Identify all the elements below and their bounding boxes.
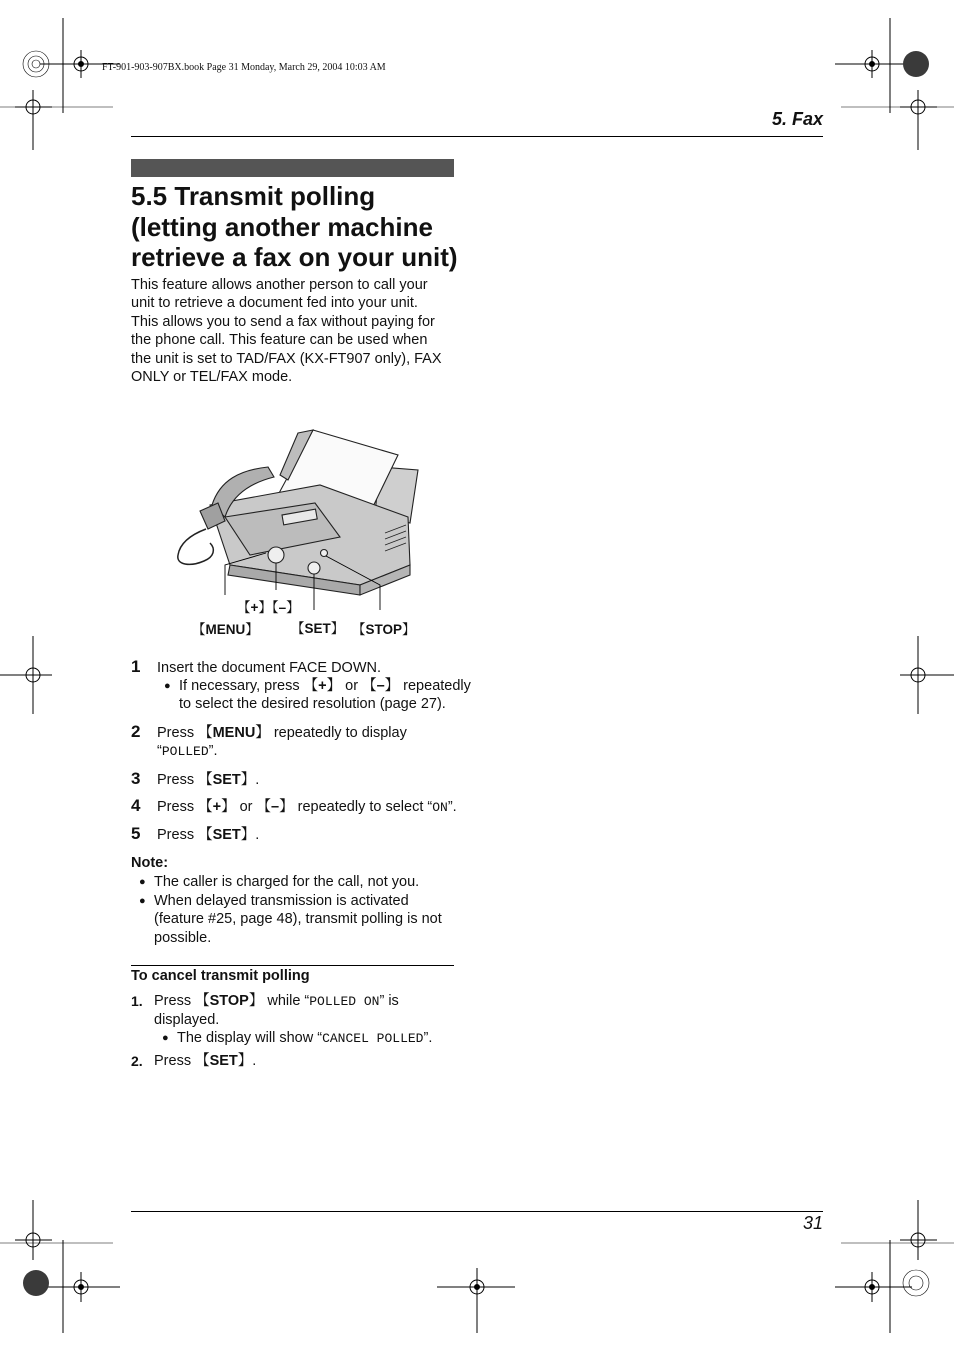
cancel-step-1-bullet: ● The display will show “CANCEL POLLED”. xyxy=(162,1030,433,1046)
fax-machine-illustration xyxy=(170,425,430,610)
bullet-icon: ● xyxy=(139,876,146,888)
cancel-step-1-text: Press 【 STOP 】 while “POLLED ON” is displayed. xyxy=(154,992,399,1030)
cancel-step-1-number: 1. xyxy=(131,993,143,1009)
step-2-text: Press 【 MENU 】 repeatedly to display “POLLED”. xyxy=(157,724,407,762)
footer-rule xyxy=(131,1211,823,1212)
section-title: 5.5 Transmit polling (letting another machine retrieve a fax on your unit) xyxy=(131,181,458,272)
set-key-callout: 【 SET 】 xyxy=(291,617,344,637)
subsection-rule xyxy=(131,965,454,966)
note-item: ● The caller is charged for the call, not you. xyxy=(139,874,420,890)
step-2-number: 2 xyxy=(131,722,141,741)
plus-minus-keys-callout xyxy=(237,596,300,616)
step-3-text: Press 【 SET 】 . xyxy=(157,771,259,789)
step-5-text: Press 【 SET 】 . xyxy=(157,826,259,844)
bullet-icon: ● xyxy=(164,680,171,692)
step-5-number: 5 xyxy=(131,824,141,843)
bullet-icon: ● xyxy=(139,895,146,907)
note-heading: Note: xyxy=(131,855,169,871)
bullet-icon: ● xyxy=(162,1032,169,1044)
step-1-number: 1 xyxy=(131,657,141,676)
step-4-number: 4 xyxy=(131,796,141,815)
intro-paragraph: This feature allows another person to call your unit to retrieve a document fed into your unit. This allows you to send a fax without paying for the phone call. This feature can be used when the unit is set to TAD/FAX (KX-FT907 only), FAX ONLY or TEL/FAX mode. xyxy=(131,277,442,386)
book-slugline: FT-901-903-907BX.book Page 31 Monday, March 29, 2004 10:03 AM xyxy=(102,62,386,73)
step-4-text: Press 【 + 】 or 【 – 】 repeatedly to select “ON”. xyxy=(157,798,457,817)
cancel-step-2-number: 2. xyxy=(131,1053,143,1069)
step-3-number: 3 xyxy=(131,769,141,788)
running-header-section: 5. Fax xyxy=(771,109,823,129)
lcd-display-text: POLLED ON xyxy=(309,994,380,1009)
note-item: ● When delayed transmission is activated (feature #25, page 48), transmit polling is not possible. xyxy=(139,893,442,946)
plus-key-label: 【 + 】 xyxy=(237,600,272,615)
cancel-heading: To cancel transmit polling xyxy=(131,968,310,984)
lcd-display-text: CANCEL POLLED xyxy=(322,1031,424,1046)
section-title-bar xyxy=(131,159,454,177)
menu-key-callout: 【 MENU 】 xyxy=(192,618,259,638)
header-rule xyxy=(131,136,823,137)
minus-key-label: 【 – 】 xyxy=(272,600,300,615)
step-1-text: Insert the document FACE DOWN. xyxy=(157,660,382,676)
lcd-display-text: POLLED xyxy=(161,744,209,760)
page-number: 31 xyxy=(802,1213,823,1233)
stop-key-callout: 【 STOP 】 xyxy=(352,618,416,638)
lcd-display-text: ON xyxy=(432,800,448,815)
step-1-bullet: ● If necessary, press 【 + 】 or 【 – 】 repeatedly to select the desired resolution (page 27). xyxy=(179,677,471,714)
cancel-step-2-text: Press 【 SET 】 . xyxy=(154,1052,256,1070)
